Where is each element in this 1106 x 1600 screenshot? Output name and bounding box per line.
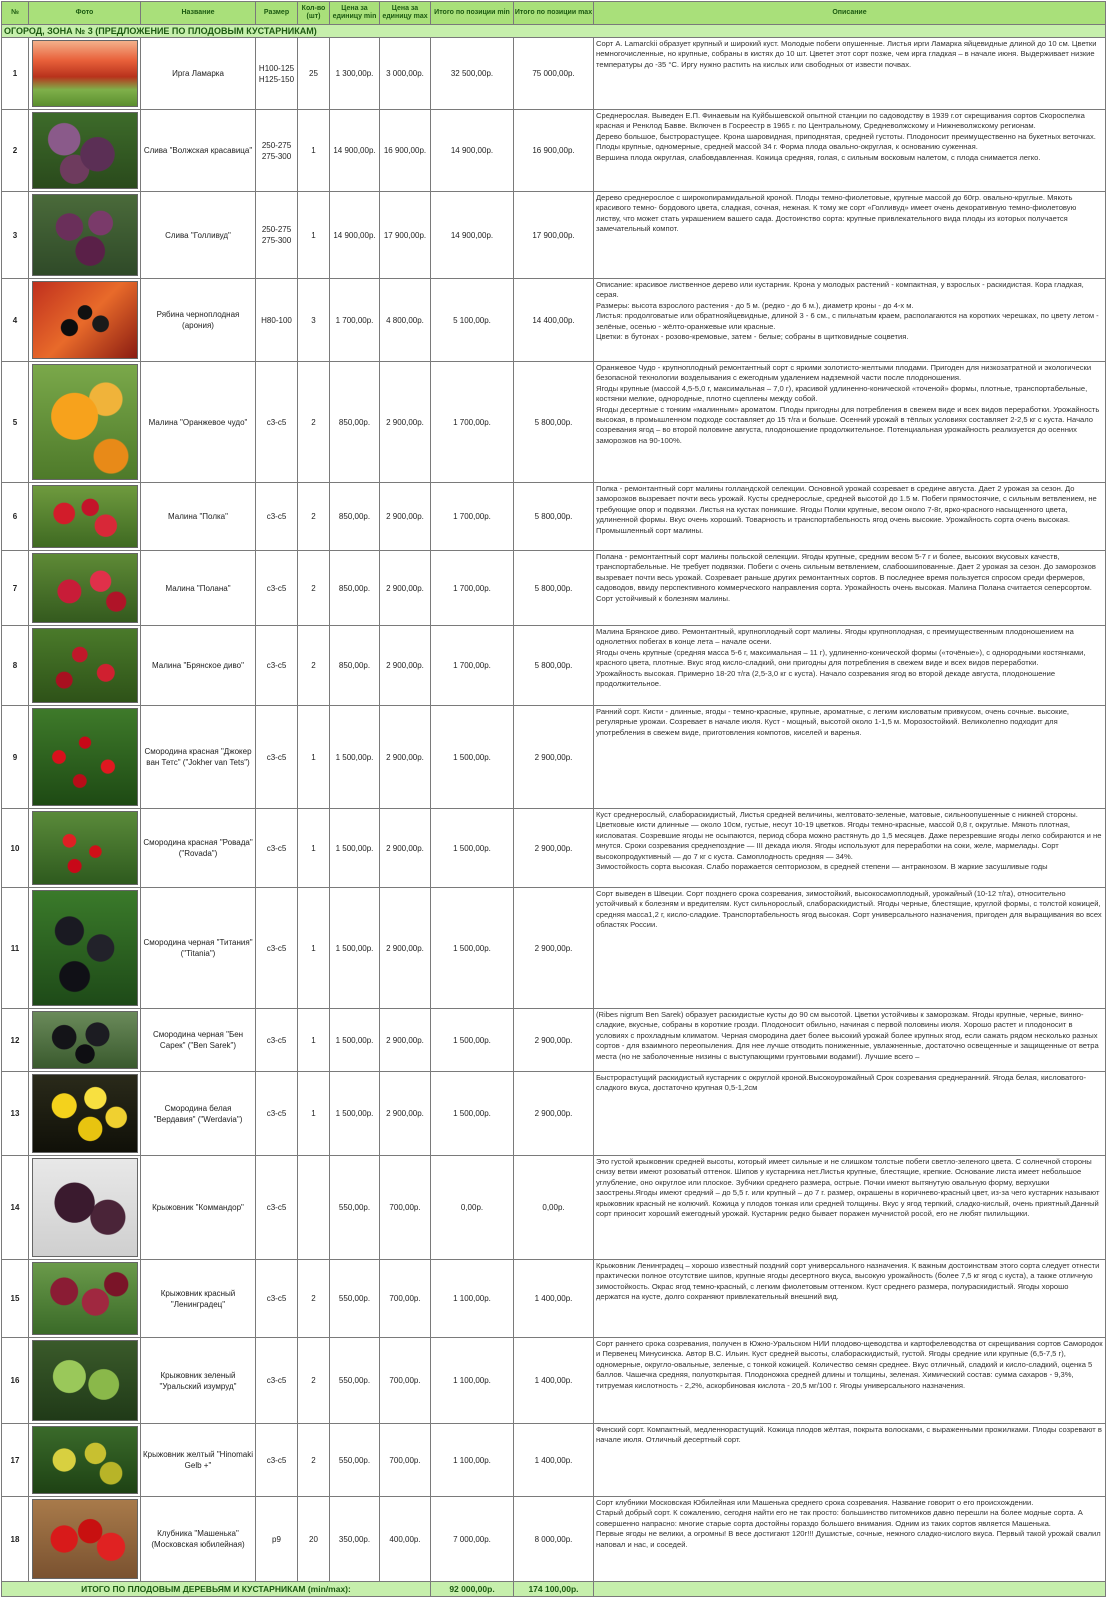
row-description-cell [594, 1260, 1106, 1338]
row-photo-cell [29, 1497, 141, 1582]
row-price-min: 14 900,00р. [330, 192, 380, 279]
row-description: Ранний сорт. Кисти - длинные, ягоды - темно-красные, крупные, ароматные, с легким кисловатым привкусом, очень сочные. высокие, регулярные урожаи. Созревает в начале июля. Куст - мощный, высотой около 1-1,5 м. Морозостойкий. Великолепно подходит для употребления в свежем виде, приготовления компотов, киселей и варенья. [596, 707, 1070, 737]
row-price-min: 14 900,00р. [330, 110, 380, 192]
row-number: 15 [2, 1260, 29, 1338]
row-total-max: 2 900,00р. [514, 888, 594, 1009]
row-price-min: 1 700,00р. [330, 279, 380, 362]
row-name: Клубника "Машенька" (Московская юбилейная) [141, 1497, 256, 1582]
row-total-min: 1 500,00р. [431, 1072, 514, 1156]
zone-row [2, 25, 1106, 38]
row-description-cell [594, 551, 1106, 626]
row-total-max: 5 800,00р. [514, 362, 594, 483]
plant-photo [32, 281, 138, 359]
row-price-max: 700,00р. [380, 1424, 431, 1497]
row-qty: 1 [298, 192, 330, 279]
row-total-min: 1 100,00р. [431, 1338, 514, 1424]
row-name: Крыжовник "Коммандор" [141, 1156, 256, 1260]
col-total-min: Итого по позиции min [431, 2, 514, 25]
row-number: 10 [2, 809, 29, 888]
plant-photo [32, 40, 138, 107]
row-description-cell [594, 888, 1106, 1009]
row-price-max: 700,00р. [380, 1156, 431, 1260]
row-photo-cell [29, 888, 141, 1009]
header-row [2, 2, 1106, 25]
row-number: 13 [2, 1072, 29, 1156]
row-price-max: 700,00р. [380, 1260, 431, 1338]
row-total-min: 0,00р. [431, 1156, 514, 1260]
row-number: 11 [2, 888, 29, 1009]
row-total-min: 1 700,00р. [431, 626, 514, 706]
row-price-min: 850,00р. [330, 483, 380, 551]
row-name: Смородина красная "Джокер ван Тетс" ("Jokher van Tets") [141, 706, 256, 809]
row-total-max: 75 000,00р. [514, 38, 594, 110]
row-qty: 1 [298, 1009, 330, 1072]
row-total-max: 5 800,00р. [514, 483, 594, 551]
row-description: Сорт A. Lamarckii образует крупный и широкий куст. Молодые побеги опушенные. Листья ирги Ламарка яйцевидные длиной до 10 см. Цветки немногочисленные, но крупные, собраны в кистях до 10 шт. Цветет этот сорт позже, чем ирга гладкая – в начале июня. Выдерживает низкие температуры до -35 °С. Иргу нужно растить на кислых или свободных от извести почвах. [596, 39, 1097, 69]
row-total-min: 1 500,00р. [431, 809, 514, 888]
row-qty: 2 [298, 1424, 330, 1497]
plant-photo [32, 485, 138, 548]
row-photo-cell [29, 483, 141, 551]
table-row [2, 551, 1106, 626]
row-total-min: 1 700,00р. [431, 483, 514, 551]
row-number: 5 [2, 362, 29, 483]
row-description: Куст среднерослый, слабораскидистый, Листья средней величины, желтовато-зеленые, матовые, сильноопушенные с нижней стороны. Цветковые кисти длинные — около 10см, густые, несут 10-19 цветков. Ягоды темно-красные, массой 0,8 г, округлые. Мякоть плотная, кисловатая. Созревшие ягоды не осыпаются, период сбора можно растянуть до 1,5 месяцев. Даже перезревшие ягоды легко собираются и не мнутся. Сроки созревания среднепоздние — III декада июля. Ягоды используют для переработки на соки, желе, мармелады. Сорт высокопродуктивный — до 7 кг с куста. Самоплодность средняя — 34%. Зимостойкость сорта высокая. Слабо поражается септориозом, в средней степени — антракнозом. В жаркие засушливые годы [596, 810, 1102, 872]
table-row [2, 38, 1106, 110]
row-total-min: 32 500,00р. [431, 38, 514, 110]
row-description: Полана - ремонтантный сорт малины польской селекции. Ягоды крупные, средним весом 5-7 г и более, высоких вкусовых качеств, транспортабельные. Не требует подвязки. Побеги с очень сильным ветвлением, слабоошипованные. Дает 2 урожая за сезон. До заморозков вызревает почти весь урожай. Созревает раньше других ремонтантных сортов. В последнее время пользуется спросом среди фермеров, садоводов, ввиду перспективного коммерческого направления сорта. Урожайность очень высокая. Малина Полана считается сеперсортом. Сорт устойчивый к болезням малины. [596, 552, 1096, 603]
row-price-max: 2 900,00р. [380, 809, 431, 888]
row-description: Финский сорт. Компактный, медленнорастущий. Кожица плодов жёлтая, покрыта волосками, с выраженными прожилками. Плоды созревают в начале июля. Отличный десертный сорт. [596, 1425, 1102, 1445]
row-qty: 1 [298, 110, 330, 192]
price-table [1, 1, 1106, 1597]
row-name: Слива "Волжская красавица" [141, 110, 256, 192]
row-price-min: 1 500,00р. [330, 1072, 380, 1156]
row-description-cell [594, 192, 1106, 279]
row-price-min: 550,00р. [330, 1424, 380, 1497]
row-price-max: 4 800,00р. [380, 279, 431, 362]
row-number: 4 [2, 279, 29, 362]
row-total-min: 1 500,00р. [431, 706, 514, 809]
footer-row [2, 1582, 1106, 1597]
row-price-max: 700,00р. [380, 1338, 431, 1424]
row-size: с3-с5 [256, 888, 298, 1009]
row-total-min: 1 100,00р. [431, 1260, 514, 1338]
row-total-min: 5 100,00р. [431, 279, 514, 362]
row-qty: 2 [298, 551, 330, 626]
row-photo-cell [29, 1072, 141, 1156]
row-total-max: 0,00р. [514, 1156, 594, 1260]
row-description-cell [594, 1156, 1106, 1260]
row-number: 18 [2, 1497, 29, 1582]
col-price-max: Цена за единицу max [380, 2, 431, 25]
row-description: Сорт клубники Московская Юбилейная или Машенька среднего срока созревания. Название говорит о его происхождении. Старый добрый сорт. К сожалению, сегодня найти его не так просто: большинство питомников давно перешли на более модные сорта. А совершенно напрасно: многие старые сорта достойны гораздо большего внимания. Одним из таких сортов является Машенька. Первые ягоды не велики, а огромны! В весе достигают 120г!!! Душистые, сочные, нежного сладко-кислого вкуса. Первый такой урожай свалил наповал и нас, и соседей. [596, 1498, 1101, 1549]
plant-photo [32, 1158, 138, 1257]
row-total-max: 2 900,00р. [514, 1072, 594, 1156]
table-row [2, 1260, 1106, 1338]
row-total-max: 2 900,00р. [514, 1009, 594, 1072]
row-name: Малина "Брянское диво" [141, 626, 256, 706]
table-row [2, 809, 1106, 888]
row-description-cell [594, 809, 1106, 888]
row-qty: 2 [298, 1338, 330, 1424]
row-qty: 2 [298, 362, 330, 483]
row-total-max: 17 900,00р. [514, 192, 594, 279]
footer-empty [594, 1582, 1106, 1597]
row-total-max: 16 900,00р. [514, 110, 594, 192]
row-price-max: 400,00р. [380, 1497, 431, 1582]
row-photo-cell [29, 706, 141, 809]
row-size: с3-с5 [256, 362, 298, 483]
row-total-max: 5 800,00р. [514, 626, 594, 706]
row-qty: 2 [298, 1260, 330, 1338]
row-total-max: 2 900,00р. [514, 706, 594, 809]
row-total-min: 14 900,00р. [431, 110, 514, 192]
row-size: р9 [256, 1497, 298, 1582]
col-total-max: Итого по позиции max [514, 2, 594, 25]
row-size: с3-с5 [256, 1156, 298, 1260]
table-row [2, 1009, 1106, 1072]
row-total-min: 1 500,00р. [431, 888, 514, 1009]
table-row [2, 110, 1106, 192]
row-size: Н80-100 [256, 279, 298, 362]
row-description-cell [594, 483, 1106, 551]
row-price-max: 16 900,00р. [380, 110, 431, 192]
row-description-cell [594, 1009, 1106, 1072]
row-description-cell [594, 706, 1106, 809]
col-name: Название [141, 2, 256, 25]
row-qty [298, 1156, 330, 1260]
row-size: с3-с5 [256, 1338, 298, 1424]
row-total-max: 1 400,00р. [514, 1424, 594, 1497]
table-row [2, 706, 1106, 809]
row-total-min: 1 100,00р. [431, 1424, 514, 1497]
row-number: 2 [2, 110, 29, 192]
plant-photo [32, 1340, 138, 1421]
plant-photo [32, 1262, 138, 1335]
table-row [2, 362, 1106, 483]
row-total-max: 2 900,00р. [514, 809, 594, 888]
row-price-max: 2 900,00р. [380, 888, 431, 1009]
row-price-max: 17 900,00р. [380, 192, 431, 279]
row-description: Малина Брянское диво. Ремонтантный, крупноплодный сорт малины. Ягоды крупноплодная, с преимущественным плодоношением на однолетних побегах в конце лета – начале осени. Ягоды очень крупные (средняя масса 5-6 г, максимальная – 11 г), удлиненно-конической формы («точёные»), с однородными костянками, красного цвета, плотные. Вкус ягод кисло-сладкий, они пригодны для потребления в свежем виде и всех видов переработки. Урожайность высокая. Примерно 18-20 т/га (2,5-3,0 кг с куста). Начало созревания ягод во второй декаде августа, плодоношение продолжительное. [596, 627, 1086, 689]
row-description-cell [594, 38, 1106, 110]
row-name: Крыжовник зеленый "Уральский изумруд" [141, 1338, 256, 1424]
row-price-min: 1 500,00р. [330, 809, 380, 888]
row-description: Быстрорастущий раскидистый кустарник с округлой кроной.Высокоурожайный Срок созревания среднеранний. Ягода белая, кисловатого-сладкого вкуса, достаточно крупная 0,5-1,2см [596, 1073, 1087, 1093]
col-photo: Фото [29, 2, 141, 25]
row-name: Рябина черноплодная (арония) [141, 279, 256, 362]
row-description: Это густой крыжовник средней высоты, который имеет сильные и не слишком толстые побеги светло-зеленого цвета. С солнечной стороны снизу ветви имеют розоватый оттенок. Шипов у кустарника нет.Листья крупные, блестящие, крепкие. Основание листа имеет небольшое углубление, оно округлое или плоское. Зубчики среднего размера, острые. Почки имеют вытянутую овальную форму, верхушки заострены.Ягоды имеют средний – до 5,5 г. или крупный – до 7 г. размер, окрашены в коричнево-красный цвет, из-за чего кустарник называют крыжовник красный не колючий. Кожица у плодов тонкая или средней толщины. Вкус у ягод терпкий, сладко-кислый, очень приятный.Данный сорт приносит хороший ежегодный урожай. Кустарник редко бывает поражен мучнистой росой, его не любят пилильщики. [596, 1157, 1100, 1219]
row-size: с3-с5 [256, 706, 298, 809]
row-price-min: 550,00р. [330, 1156, 380, 1260]
row-size: 250-275 275-300 [256, 110, 298, 192]
table-row [2, 1072, 1106, 1156]
plant-photo [32, 364, 138, 480]
row-price-min: 550,00р. [330, 1260, 380, 1338]
row-description-cell [594, 1072, 1106, 1156]
row-photo-cell [29, 1009, 141, 1072]
row-photo-cell [29, 1156, 141, 1260]
plant-photo [32, 194, 138, 276]
row-number: 1 [2, 38, 29, 110]
row-size: с3-с5 [256, 1260, 298, 1338]
row-size: с3-с5 [256, 1072, 298, 1156]
row-size: с3-с5 [256, 1424, 298, 1497]
row-photo-cell [29, 551, 141, 626]
row-number: 6 [2, 483, 29, 551]
row-qty: 2 [298, 626, 330, 706]
row-description: Сорт раннего срока созревания, получен в Южно-Уральском НИИ плодово-щеводства и картофелеводства от скрещивания сортов Самородок и Первенец Минусинска. Автор В.С. Ильин. Куст средней высоты, слабораскидистый, густой. Ягоды средние или крупные (6,5-7,5 г), одномерные, округло-овальные, зеленые, с тонкой кожицей. Количество семян среднее. Вкус отличный, сладкий и кисло-сладкий, оценка 5 баллов. Чашечка средняя, полуоткрытая. Плодоножка средней длины и толщины, зеленая. Химический состав: сумма сахаров - 9,3%, титруемая кислотность - 2,2%, аскорбиновая кислота - 20,5 мг/100 г. Ягоды универсального назначения. [596, 1339, 1103, 1390]
row-number: 14 [2, 1156, 29, 1260]
row-qty: 1 [298, 1072, 330, 1156]
plant-photo [32, 1499, 138, 1579]
row-name: Смородина белая "Вердавия" ("Werdavia") [141, 1072, 256, 1156]
table-row [2, 279, 1106, 362]
row-name: Слива "Голливуд" [141, 192, 256, 279]
row-description: Крыжовник Ленинградец – хорошо известный поздний сорт универсального назначения. К важным достоинствам этого сорта следует отнести практически полное отсутствие шипов, крупные ягоды десертного вкуса, высокую урожайность (более 7,5 кг ягод с куста), а также отличную зимостойкость. Окрас ягод темно-красный, с легким фиолетовым оттенком. Куст среднего размера, полураскидистый. Ягоды хорошо держатся на кусте, долго сохраняют привлекательный внешний вид. [596, 1261, 1100, 1302]
plant-photo [32, 708, 138, 806]
row-photo-cell [29, 809, 141, 888]
table-row [2, 1156, 1106, 1260]
table-row [2, 192, 1106, 279]
plant-photo [32, 112, 138, 189]
table-row [2, 626, 1106, 706]
row-size: с3-с5 [256, 551, 298, 626]
row-price-max: 2 900,00р. [380, 483, 431, 551]
row-photo-cell [29, 110, 141, 192]
row-description: Среднерослая. Выведен Е.П. Финаевым на Куйбышевской опытной станции по садоводству в 1939 г.от скрещивания сортов Скороспелка красная и Ренклод Бавве. Включен в Госреестр в 1965 г. по Центральному, Средневолжскому и Нижневолжскому регионам. Дерево большое, быстрорастущее. Крона шаровидная, приподнятая, средней густоты. Плодоносит преимущественно на букетных веточках. Плоды крупные, одномерные, средней массой 34 г. Форма плода овально-округлая, к основанию суженная. Вершина плода округлая, слабовдавленная. Кожица средняя, голая, с сильным восковым налетом, с плода снимается легко. [596, 111, 1096, 162]
row-total-min: 7 000,00р. [431, 1497, 514, 1582]
row-price-max: 2 900,00р. [380, 551, 431, 626]
row-photo-cell [29, 38, 141, 110]
row-number: 12 [2, 1009, 29, 1072]
row-description-cell [594, 626, 1106, 706]
row-total-min: 1 700,00р. [431, 362, 514, 483]
row-description-cell [594, 110, 1106, 192]
row-name: Крыжовник желтый "Hinomaki Gelb +" [141, 1424, 256, 1497]
row-number: 17 [2, 1424, 29, 1497]
row-total-max: 5 800,00р. [514, 551, 594, 626]
row-name: Крыжовник красный "Ленинградец" [141, 1260, 256, 1338]
plant-photo [32, 1011, 138, 1069]
plant-photo [32, 811, 138, 885]
row-photo-cell [29, 1338, 141, 1424]
zone-title: ОГОРОД, ЗОНА № 3 (ПРЕДЛОЖЕНИЕ ПО ПЛОДОВЫМ КУСТАРНИКАМ) [2, 25, 1106, 38]
plant-photo [32, 553, 138, 623]
row-total-max: 8 000,00р. [514, 1497, 594, 1582]
plant-photo [32, 1074, 138, 1153]
row-photo-cell [29, 1260, 141, 1338]
row-size: с3-с5 [256, 809, 298, 888]
row-price-min: 350,00р. [330, 1497, 380, 1582]
row-description: Дерево среднерослое с широкопирамидальной кроной. Плоды темно-фиолетовые, крупные массой до 60гр. овально-круглые. Мякоть красивого темно- бордового цвета, сладкая, сочная, нежная. К тому же сорт «Голливуд» имеет очень декоративную темно-фиолетовую листву, что может стать украшением вашего сада. Достоинство сорта: крупные привлекательного вида плоды из которых получается замечательный компот. [596, 193, 1077, 234]
row-price-min: 850,00р. [330, 362, 380, 483]
plant-photo [32, 1426, 138, 1494]
row-price-max: 2 900,00р. [380, 706, 431, 809]
row-price-max: 3 000,00р. [380, 38, 431, 110]
row-total-max: 1 400,00р. [514, 1338, 594, 1424]
row-description: Оранжевое Чудо - крупноплодный ремонтантный сорт с яркими золотисто-желтыми плодами. Пригоден для низкозатратной и экологически безопасной технологии возделывания с ежегодным удалением надземной части после плодоношения. Ягоды крупные (массой 4,5-5,0 г, максимальная – 7,0 г), красивой удлиненно-конической «точеной» формы, плотные, транспортабельные, костянки мелкие, однородные, плотно сцеплены между собой. Ягоды десертные с тонким «малинным» ароматом. Плоды пригодны для потребления в свежем виде и всех видов переработки. Урожайность высокая, в промышленном подходе составляет до 15 т/га и больше. Осенний урожай в тёплых условиях составляет 2-2,5 кг с куста. Начало созревания ягод – во второй половине августа, плодоношение продолжительное. Потенциальная урожайность реализуется до осенних заморозков на 90-100%. [596, 363, 1100, 445]
footer-label: ИТОГО ПО ПЛОДОВЫМ ДЕРЕВЬЯМ И КУСТАРНИКАМ (min/max): [2, 1582, 431, 1597]
row-description-cell [594, 1424, 1106, 1497]
row-name: Малина "Полана" [141, 551, 256, 626]
row-number: 9 [2, 706, 29, 809]
row-photo-cell [29, 279, 141, 362]
row-size: с3-с5 [256, 1009, 298, 1072]
footer-total-min: 92 000,00р. [431, 1582, 514, 1597]
row-name: Ирга Ламарка [141, 38, 256, 110]
row-price-min: 1 300,00р. [330, 38, 380, 110]
row-photo-cell [29, 626, 141, 706]
row-name: Смородина черная "Титания" ("Titania") [141, 888, 256, 1009]
row-total-min: 1 700,00р. [431, 551, 514, 626]
row-size: Н100-125 Н125-150 [256, 38, 298, 110]
row-total-max: 14 400,00р. [514, 279, 594, 362]
table-row [2, 1338, 1106, 1424]
row-total-min: 1 500,00р. [431, 1009, 514, 1072]
row-photo-cell [29, 362, 141, 483]
row-price-min: 1 500,00р. [330, 706, 380, 809]
row-description: Описание: красивое лиственное дерево или кустарник. Крона у молодых растений - компактная, у взрослых - раскидистая. Кора гладкая, серая. Размеры: высота взрослого растения - до 5 м. (редко - до 6 м.), диаметр кроны - до 4-х м. Листья: продолговатые или обратнояйцевидные, длиной 3 - 6 см., с пильчатым краем, располагаются на коротких черешках, по цвету летом - зелёные, осенью - жёлто-оранжевые или красные. Цветки: в бутонах - розово-кремовые, затем - белые; собраны в щитковидные соцветия. [596, 280, 1099, 342]
row-price-max: 2 900,00р. [380, 626, 431, 706]
col-price-min: Цена за единицу min [330, 2, 380, 25]
row-number: 16 [2, 1338, 29, 1424]
col-qty: Кол-во (шт) [298, 2, 330, 25]
row-number: 3 [2, 192, 29, 279]
row-size: с3-с5 [256, 483, 298, 551]
row-number: 8 [2, 626, 29, 706]
col-size: Размер [256, 2, 298, 25]
row-photo-cell [29, 192, 141, 279]
plant-photo [32, 890, 138, 1006]
row-size: 250-275 275-300 [256, 192, 298, 279]
row-price-min: 850,00р. [330, 626, 380, 706]
row-name: Малина "Полка" [141, 483, 256, 551]
row-number: 7 [2, 551, 29, 626]
row-price-max: 2 900,00р. [380, 1072, 431, 1156]
footer-total-max: 174 100,00р. [514, 1582, 594, 1597]
row-description: Полка - ремонтантный сорт малины голландской селекции. Основной урожай созревает в средине августа. Дает 2 урожая за сезон. До заморозков вызревает почти весь урожай. Кусты среднерослые, средней высотой до 1.5 м. Побеги прямостоячие, с сильным ветвлением, не требующие опор и подвязки. Листья на кустах поникшие. Ягоды Полки крупные, весом около 7-8г, ярко-красного насыщенного цвета, удлиненной формы. Вкус очень хороший. Товарность и транспортабельность ягод очень высокие. Урожайность сорта очень высокая. Промышленный сорт малины. [596, 484, 1097, 535]
row-name: Смородина черная "Бен Сарек" ("Ben Sarek") [141, 1009, 256, 1072]
table-row [2, 888, 1106, 1009]
row-qty: 2 [298, 483, 330, 551]
row-qty: 25 [298, 38, 330, 110]
row-price-max: 2 900,00р. [380, 362, 431, 483]
row-price-max: 2 900,00р. [380, 1009, 431, 1072]
row-qty: 20 [298, 1497, 330, 1582]
row-description: Сорт выведен в Швеции. Сорт позднего срока созревания, зимостойкий, высокосамоплодный, урожайный (10-12 т/га), относительно устойчивый к болезням и вредителям. Куст сильнорослый, слабораскидистый. Ягоды черные, блестящие, круглой формы, с толстой кожицей, средняя масса1,2 г, кисло-сладкие. Транспортабельность ягод высокая. Сорт универсального назначения, пригоден для выращивания во всех областях России. [596, 889, 1102, 930]
row-total-min: 14 900,00р. [431, 192, 514, 279]
col-num: № [2, 2, 29, 25]
row-size: с3-с5 [256, 626, 298, 706]
row-qty: 3 [298, 279, 330, 362]
table-row [2, 1497, 1106, 1582]
row-price-min: 850,00р. [330, 551, 380, 626]
row-description: (Ribes nigrum Ben Sarek) образует раскидистые кусты до 90 см высотой. Цветки устойчивы к заморозкам. Ягоды крупные, черные, винно-сладкие, вкусные, собраны в короткие грозди. Плодоносит обильно, начиная с первой половины июля. Хорошо растет и плодоносит в условиях с прохладным климатом. Черная смородина дает более высокий урожай более крупных ягод, если сажать рядом несколько разных сортов - для взаимного переопыления. Для нее лучше отводить пониженные, увлажненные, достаточно освещенные и защищенные от ветра места (но не заболоченные низины с выступающими грунтовыми водами!). Лучшие всего – [596, 1010, 1099, 1061]
row-price-min: 1 500,00р. [330, 888, 380, 1009]
row-total-max: 1 400,00р. [514, 1260, 594, 1338]
plant-photo [32, 628, 138, 703]
row-description-cell [594, 1497, 1106, 1582]
table-row [2, 483, 1106, 551]
row-price-min: 1 500,00р. [330, 1009, 380, 1072]
row-qty: 1 [298, 706, 330, 809]
row-description-cell [594, 362, 1106, 483]
row-price-min: 550,00р. [330, 1338, 380, 1424]
table-row [2, 1424, 1106, 1497]
row-description-cell [594, 1338, 1106, 1424]
row-name: Смородина красная "Ровада" ("Rovada") [141, 809, 256, 888]
row-qty: 1 [298, 888, 330, 1009]
row-qty: 1 [298, 809, 330, 888]
row-photo-cell [29, 1424, 141, 1497]
row-name: Малина "Оранжевое чудо" [141, 362, 256, 483]
row-description-cell [594, 279, 1106, 362]
col-desc: Описание [594, 2, 1106, 25]
